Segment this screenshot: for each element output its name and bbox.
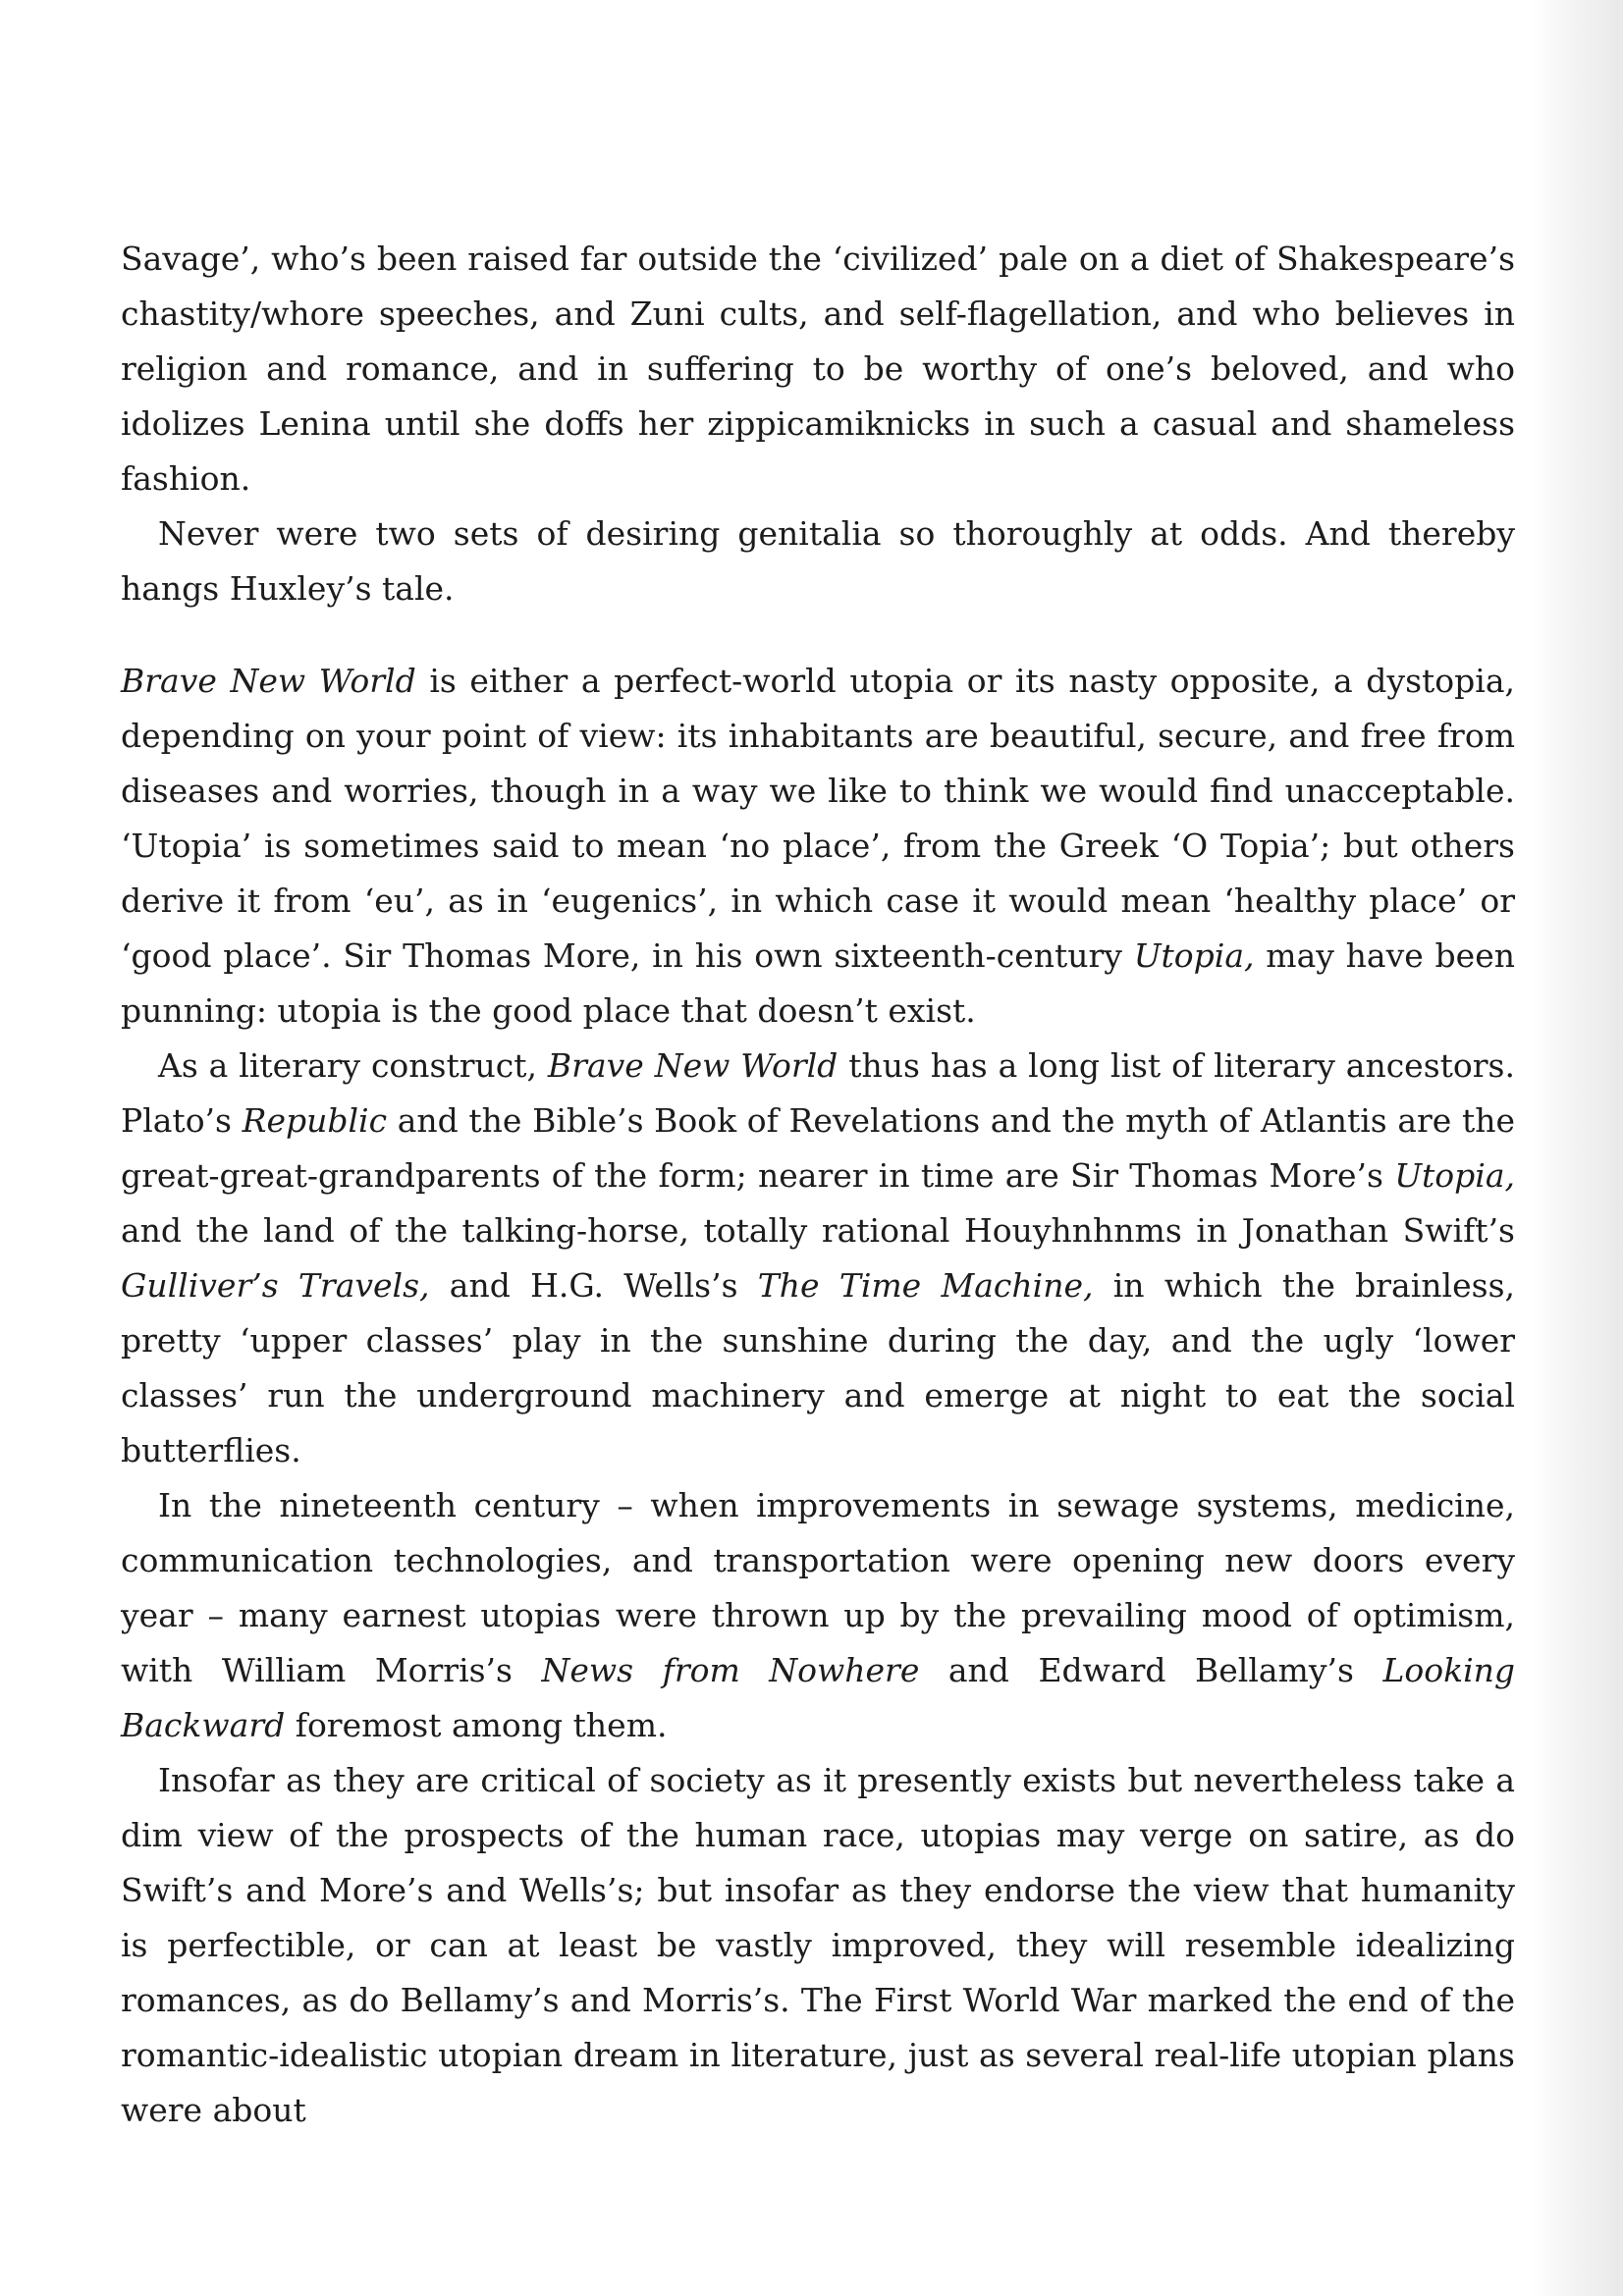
italic-title: News from Nowhere <box>541 1651 920 1689</box>
text-run: Never were two sets of desiring genitalia so thoroughly at odds. And thereby hangs Huxley’s tale. <box>121 514 1515 608</box>
italic-title: Utopia, <box>1133 936 1255 975</box>
italic-title: Brave New World <box>547 1046 839 1085</box>
italic-title: Gulliver’s Travels, <box>121 1266 430 1305</box>
body-text <box>121 232 1515 2138</box>
text-run: As a literary construct, <box>158 1046 548 1085</box>
text-run: and Edward Bellamy’s <box>919 1651 1383 1689</box>
text-run: in which the brainless, pretty ‘upper classes’ play in the sunshine during the day, and the ugly ‘lower classes’ run the underground machinery and emerge at night to eat the social butterflies. <box>121 1266 1515 1469</box>
paragraph <box>121 1478 1515 1753</box>
paragraph <box>121 232 1515 507</box>
text-run: is either a perfect-world utopia or its nasty opposite, a dystopia, depending on your point of view: its inhabitants are beautiful, secure, and free from diseases and worries, though in a way we like to think we would find unacceptable. ‘Utopia’ is sometimes said to mean ‘no place’, from the Greek ‘O Topia’; but others derive it from ‘eu’, as in ‘eugenics’, in which case it would mean ‘healthy place’ or ‘good place’. Sir Thomas More, in his own sixteenth-century <box>121 662 1515 975</box>
italic-title: Looking Backward <box>121 1651 1516 1744</box>
paragraph <box>121 507 1515 616</box>
text-run: may have been punning: utopia is the good place that doesn’t exist. <box>121 936 1515 1030</box>
text-run: In the nineteenth century – when improvements in sewage systems, medicine, communication technologies, and transportation were opening new doors every year – many earnest utopias were thrown up by the prevailing mood of optimism, with William Morris’s <box>121 1486 1515 1689</box>
italic-title: Brave New World <box>121 662 416 700</box>
text-run: and H.G. Wells’s <box>429 1266 758 1305</box>
italic-title: Republic <box>242 1101 388 1140</box>
italic-title: Utopia, <box>1394 1156 1515 1195</box>
text-run: thus has a long list of literary ancestors. Plato’s <box>121 1046 1515 1140</box>
paragraph <box>121 1753 1515 2138</box>
text-run: and the Bible’s Book of Revelations and the myth of Atlantis are the great-great-grandparents of the form; nearer in time are Sir Thomas More’s <box>121 1101 1515 1195</box>
paragraph <box>121 1039 1515 1478</box>
text-run: Insofar as they are critical of society as it presently exists but nevertheless take a dim view of the prospects of the human race, utopias may verge on satire, as do Swift’s and More’s and Wells’s; but insofar as they endorse the view that humanity is perfectible, or can at least be vastly improved, they will resemble idealizing romances, as do Bellamy’s and Morris’s. The First World War marked the end of the romantic-idealistic utopian dream in literature, just as several real-life utopian plans were about <box>121 1761 1515 2129</box>
text-run: Savage’, who’s been raised far outside the ‘civilized’ pale on a diet of Shakespeare’s chastity/whore speeches, and Zuni cults, and self-flagellation, and who believes in religion and romance, and in suffering to be worthy of one’s beloved, and who idolizes Lenina until she doffs her zippicamiknicks in such a casual and shameless fashion. <box>121 240 1515 498</box>
italic-title: The Time Machine, <box>757 1266 1094 1305</box>
text-run: foremost among them. <box>285 1706 668 1744</box>
paragraph <box>121 654 1515 1039</box>
text-run: and the land of the talking-horse, totally rational Houyhnhnms in Jonathan Swift’s <box>121 1211 1515 1250</box>
